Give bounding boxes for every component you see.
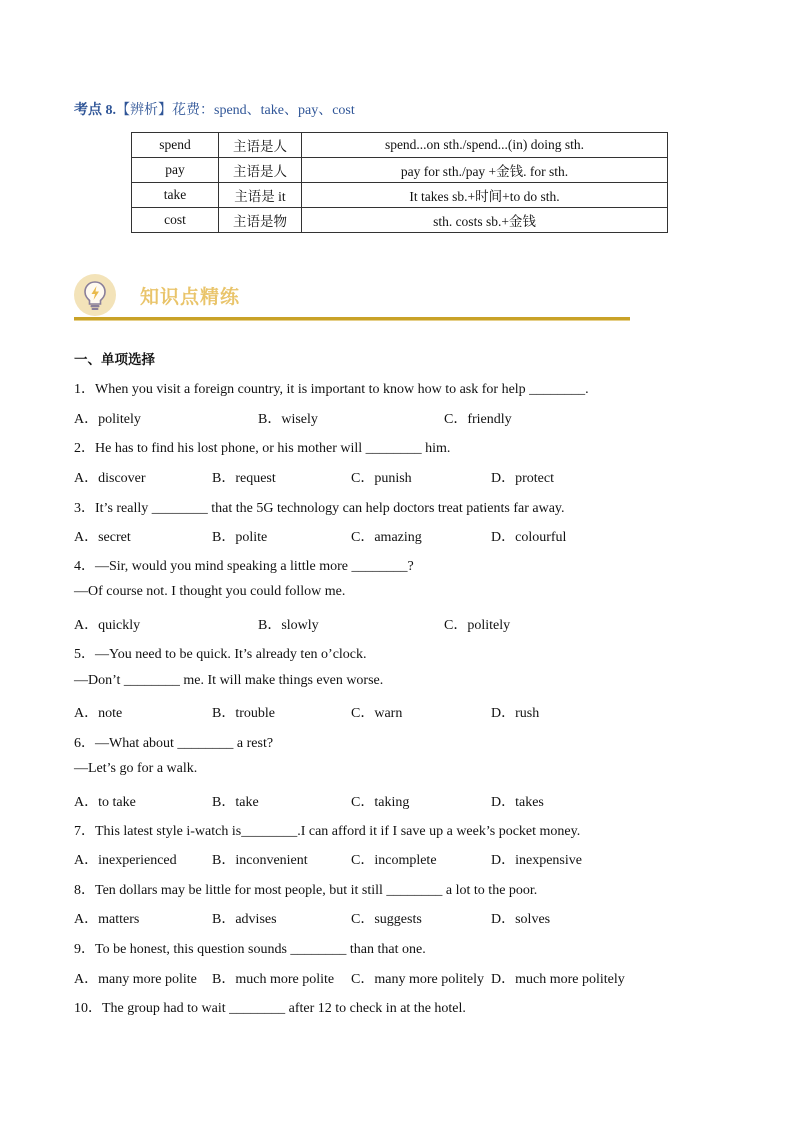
lightbulb-icon <box>74 274 116 316</box>
table-cell: take <box>132 183 219 208</box>
kaodian-text: 【辨析】花费：spend、take、pay、cost <box>116 103 355 118</box>
answer-option: D．takes <box>491 795 544 810</box>
answer-option: B．wisely <box>258 412 318 427</box>
answer-option: C．amazing <box>351 530 422 545</box>
answer-option: D．solves <box>491 912 551 927</box>
question-text: 7．This latest style i-watch is________.I can afford it if I save up a week’s pocket money. <box>74 824 581 839</box>
section-title: 知识点精练 <box>140 286 241 308</box>
table-cell: spend <box>132 133 219 158</box>
answer-option: B．advises <box>212 912 277 927</box>
question-text: 10．The group had to wait ________ after 12 to check in at the hotel. <box>74 1001 466 1016</box>
answer-option: C．taking <box>351 795 410 810</box>
question-text: —Don’t ________ me. It will make things even worse. <box>74 673 384 688</box>
question-text: 8．Ten dollars may be little for most people, but it still ________ a lot to the poor. <box>74 883 538 898</box>
answer-option: B．much more polite <box>212 972 335 987</box>
table-cell: 主语是人 <box>219 158 302 183</box>
part-title: 一、单项选择 <box>74 352 155 368</box>
table-cell: 主语是人 <box>219 133 302 158</box>
table-row <box>132 183 668 208</box>
answer-option: B．slowly <box>258 618 319 633</box>
answer-option: B．inconvenient <box>212 853 308 868</box>
answer-option: B．take <box>212 795 259 810</box>
table-cell: It takes sb.+时间+to do sth. <box>302 183 668 208</box>
table-cell: spend...on sth./spend...(in) doing sth. <box>302 133 668 158</box>
table-row <box>132 158 668 183</box>
answer-option: C．friendly <box>444 412 512 427</box>
table-row <box>132 133 668 158</box>
question-text: 1．When you visit a foreign country, it is important to know how to ask for help ________. <box>74 382 589 397</box>
question-text: 4．—Sir, would you mind speaking a little more ________? <box>74 559 414 574</box>
answer-option: A．quickly <box>74 618 141 633</box>
answer-option: A．to take <box>74 795 136 810</box>
answer-option: C．incomplete <box>351 853 437 868</box>
question-text: —Of course not. I thought you could follow me. <box>74 584 346 599</box>
question-text: —Let’s go for a walk. <box>74 761 198 776</box>
answer-option: A．secret <box>74 530 131 545</box>
answer-option: C．warn <box>351 706 403 721</box>
question-text: 9．To be honest, this question sounds ________ than that one. <box>74 942 426 957</box>
question-text: 5．—You need to be quick. It’s already ten o’clock. <box>74 647 367 662</box>
table-cell: sth. costs sb.+金钱 <box>302 208 668 233</box>
answer-option: A．many more polite <box>74 972 197 987</box>
comparison-table <box>131 132 668 233</box>
table-row <box>132 208 668 233</box>
kaodian-heading <box>74 99 355 119</box>
answer-option: A．inexperienced <box>74 853 177 868</box>
answer-option: A．discover <box>74 471 146 486</box>
answer-option: D．much more politely <box>491 972 625 987</box>
kaodian-label: 考点 8. <box>74 103 116 118</box>
answer-option: D．inexpensive <box>491 853 582 868</box>
section-header <box>74 274 630 324</box>
table-cell: 主语是 it <box>219 183 302 208</box>
table-cell: pay <box>132 158 219 183</box>
section-divider <box>74 317 630 320</box>
answer-option: D．colourful <box>491 530 567 545</box>
table-cell: pay for sth./pay +金钱. for sth. <box>302 158 668 183</box>
question-text: 3．It’s really ________ that the 5G technology can help doctors treat patients far away. <box>74 501 565 516</box>
answer-option: C．suggests <box>351 912 422 927</box>
answer-option: A．politely <box>74 412 141 427</box>
answer-option: D．protect <box>491 471 554 486</box>
table-cell: 主语是物 <box>219 208 302 233</box>
answer-option: C．politely <box>444 618 511 633</box>
table-cell: cost <box>132 208 219 233</box>
answer-option: A．note <box>74 706 123 721</box>
question-text: 2．He has to find his lost phone, or his mother will ________ him. <box>74 441 451 456</box>
answer-option: B．trouble <box>212 706 275 721</box>
answer-option: D．rush <box>491 706 540 721</box>
question-text: 6．—What about ________ a rest? <box>74 736 274 751</box>
answer-option: B．polite <box>212 530 268 545</box>
answer-option: A．matters <box>74 912 140 927</box>
answer-option: C．many more politely <box>351 972 484 987</box>
answer-option: B．request <box>212 471 276 486</box>
answer-option: C．punish <box>351 471 412 486</box>
